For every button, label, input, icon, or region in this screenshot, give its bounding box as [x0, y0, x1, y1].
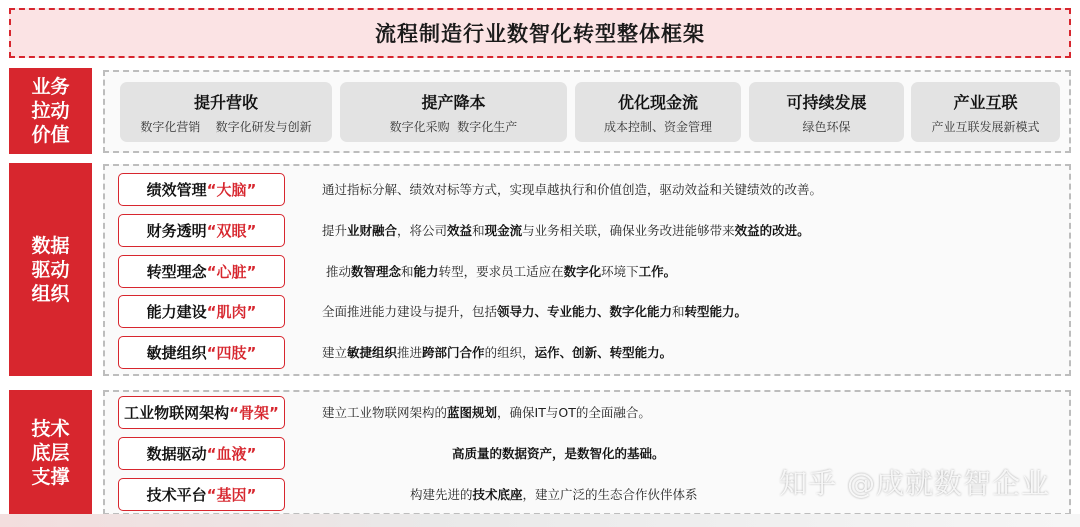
org-description [322, 182, 822, 198]
value-card-industry [911, 82, 1060, 142]
org-tag: “肌肉” [206, 303, 257, 321]
description-segment: 跨部门合作 [422, 345, 485, 360]
value-card-heading: 可持续发展 [786, 92, 867, 112]
description-segment: 的组织， [484, 345, 535, 360]
description-segment: 能力 [413, 264, 439, 279]
description-segment: ，将公司 [397, 223, 448, 238]
value-band-box [103, 70, 1071, 153]
page-title: 流程制造行业数智化转型整体框架 [9, 8, 1071, 58]
tech-tag: “骨架” [229, 404, 279, 422]
description-segment: 建立工业物联网架构的 [322, 405, 448, 420]
value-card-sub: 绿色环保 [802, 119, 851, 134]
description-segment: 转型能力。 [684, 304, 748, 319]
org-pill [118, 255, 285, 288]
band-label-org: 数据 驱动 组织 [9, 163, 92, 376]
description-segment: 业财融合 [347, 223, 398, 238]
value-card-revenue [120, 82, 332, 142]
org-name: 绩效管理 [146, 181, 207, 199]
description-segment: 提升 [322, 223, 348, 238]
org-pill [118, 295, 285, 328]
description-segment: 蓝图规划 [447, 405, 498, 420]
value-card-heading: 产业互联 [953, 92, 1018, 112]
description-segment: 数字化 [563, 264, 602, 279]
org-description [322, 304, 747, 320]
org-tag: “心脏” [206, 263, 257, 281]
band-label-tech: 技术 底层 支撑 [9, 390, 92, 515]
description-segment: 转型，要求员工适应在 [438, 264, 564, 279]
tech-tag: “基因” [206, 486, 257, 504]
value-card-sub: 数字化营销 数字化研发与创新 [140, 119, 312, 134]
org-tag: “双眼” [206, 222, 257, 240]
org-pill [118, 336, 285, 369]
description-segment: 与业务相关联，确保业务改进能够带来 [522, 223, 735, 238]
tech-name: 数据驱动 [146, 445, 207, 463]
bottom-strip [0, 514, 1080, 527]
value-card-heading: 优化现金流 [617, 92, 698, 112]
description-segment: 效益的改进。 [734, 223, 810, 238]
value-card-sub: 成本控制、资金管理 [603, 119, 712, 134]
description-segment: 敏捷组织 [347, 345, 398, 360]
description-segment: 构建先进的 [410, 487, 473, 502]
tech-description [452, 446, 665, 462]
description-segment: 和 [401, 264, 414, 279]
value-card-heading: 提升营收 [193, 92, 258, 112]
description-segment: 和 [672, 304, 685, 319]
org-description [322, 223, 810, 239]
tech-pill [118, 478, 285, 511]
watermark: 知乎 @成就数智企业 [779, 467, 1050, 500]
description-segment: 推进 [397, 345, 423, 360]
description-segment: 现金流 [484, 223, 523, 238]
tech-description [410, 487, 698, 503]
value-card-sub: 数字化采购 数字化生产 [389, 119, 518, 134]
value-card-cashflow [575, 82, 741, 142]
org-description [326, 264, 676, 280]
description-segment: 和 [472, 223, 485, 238]
org-pill [118, 173, 285, 206]
value-card-cost [340, 82, 567, 142]
org-name: 能力建设 [146, 303, 207, 321]
tech-pill [118, 396, 285, 429]
tech-pill [118, 437, 285, 470]
org-name: 财务透明 [146, 222, 207, 240]
description-segment: 效益 [447, 223, 473, 238]
description-segment: 工作。 [638, 264, 677, 279]
description-segment: 全面推进能力建设与提升，包括 [322, 304, 498, 319]
description-segment: ，建立广泛的生态合作伙伴体系 [522, 487, 698, 502]
org-pill [118, 214, 285, 247]
org-tag: “大脑” [206, 181, 257, 199]
band-label-value: 业务 拉动 价值 [9, 68, 92, 154]
description-segment: 领导力、专业能力、数字化能力 [497, 304, 673, 319]
org-name: 敏捷组织 [146, 344, 207, 362]
value-card-heading: 提产降本 [421, 92, 486, 112]
org-tag: “四肢” [206, 344, 257, 362]
value-card-sustainable [749, 82, 904, 142]
description-segment: 环境下 [601, 264, 639, 279]
org-description [322, 345, 672, 361]
description-segment: 数智理念 [351, 264, 402, 279]
description-segment: 高质量的数据资产，是数智化的基础。 [452, 446, 665, 461]
value-card-sub: 产业互联发展新模式 [931, 119, 1040, 134]
description-segment: 建立 [322, 345, 348, 360]
tech-name: 工业物联网架构 [124, 404, 230, 422]
tech-name: 技术平台 [146, 486, 207, 504]
tech-description [322, 405, 651, 421]
description-segment: 运作、创新、转型能力。 [534, 345, 673, 360]
description-segment: 推动 [326, 264, 352, 279]
description-segment: 技术底座 [472, 487, 523, 502]
org-name: 转型理念 [146, 263, 207, 281]
tech-tag: “血液” [206, 445, 257, 463]
description-segment: 通过指标分解、绩效对标等方式，实现卓越执行和价值创造，驱动效益和关键绩效的改善。 [322, 182, 823, 197]
description-segment: ，确保IT与OT的全面融合。 [497, 405, 651, 420]
